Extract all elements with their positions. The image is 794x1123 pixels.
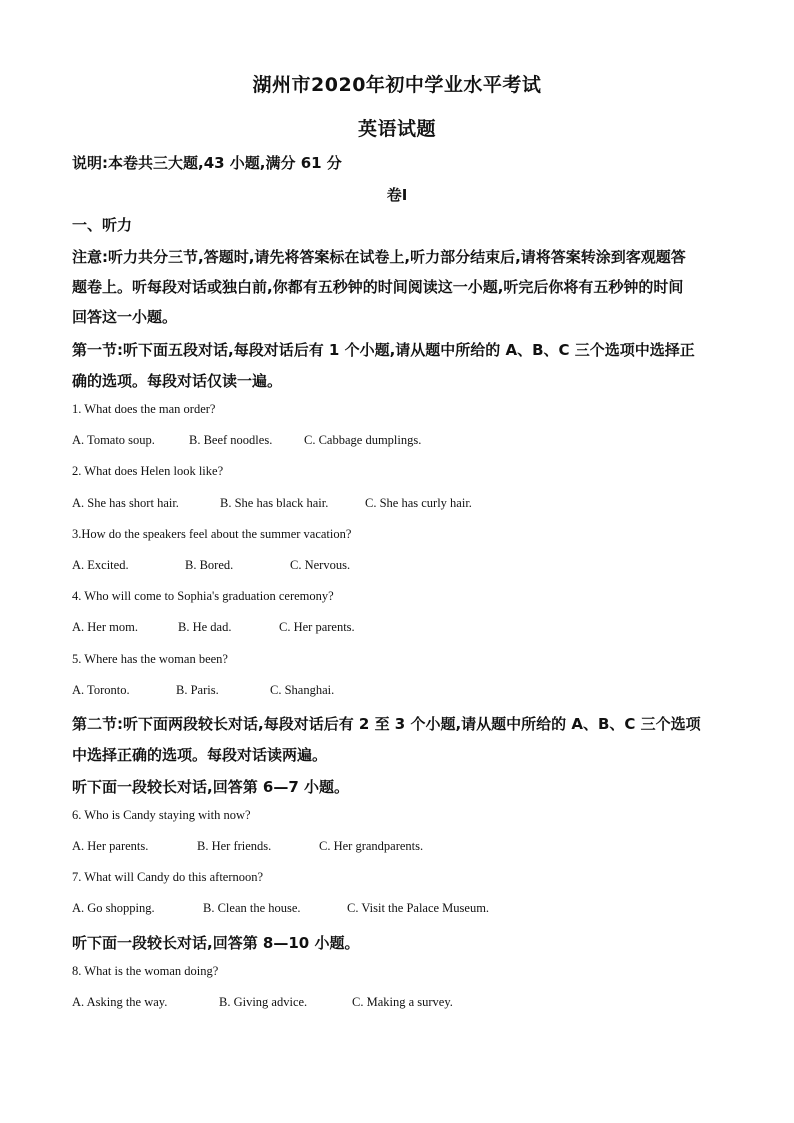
option-a: A. Tomato soup. — [72, 433, 155, 447]
option-c: C. She has curly hair. — [365, 496, 472, 510]
option-a: A. Toronto. — [72, 683, 130, 697]
option-a: A. Asking the way. — [72, 995, 168, 1009]
question-6-options — [72, 839, 724, 854]
part1-instruction-line-1: 第一节:听下面五段对话,每段对话后有 1 个小题,请从题中所给的 A、B、C 三个选项中选择正 — [72, 341, 695, 359]
option-b: B. Clean the house. — [203, 901, 301, 915]
question-5-options — [72, 683, 724, 698]
option-b: B. She has black hair. — [220, 496, 329, 510]
notice-line-2: 题卷上。听每段对话或独白前,你都有五秒钟的时间阅读这一小题,听完后你将有五秒钟的时间 — [72, 278, 684, 296]
option-a: A. Go shopping. — [72, 901, 155, 915]
question-5: 5. Where has the woman been? — [72, 652, 228, 666]
option-c: C. Making a survey. — [352, 995, 453, 1009]
exam-subtitle: 英语试题 — [357, 118, 436, 140]
dialog-1-intro: 听下面一段较长对话,回答第 6—7 小题。 — [72, 778, 350, 796]
question-7: 7. What will Candy do this afternoon? — [72, 870, 264, 884]
option-c: C. Nervous. — [290, 558, 351, 572]
section-heading-listening: 一、听力 — [72, 216, 133, 234]
option-c: C. Cabbage dumplings. — [304, 433, 422, 447]
question-3-options — [72, 558, 724, 573]
question-6: 6. Who is Candy staying with now? — [72, 808, 251, 822]
question-4-options — [72, 620, 724, 635]
question-2: 2. What does Helen look like? — [72, 464, 224, 478]
question-2-options — [72, 496, 724, 511]
instructions: 说明:本卷共三大题,43 小题,满分 61 分 — [72, 154, 342, 172]
question-3: 3.How do the speakers feel about the summer vacation? — [72, 527, 352, 541]
option-a: A. Excited. — [72, 558, 129, 572]
option-b: B. Beef noodles. — [189, 433, 273, 447]
option-a: A. She has short hair. — [72, 496, 179, 510]
question-8-options — [72, 995, 724, 1010]
option-b: B. He dad. — [178, 620, 232, 634]
question-7-options — [72, 901, 724, 916]
notice-line-1: 注意:听力共分三节,答题时,请先将答案标在试卷上,听力部分结束后,请将答案转涂到客观题答 — [72, 248, 686, 266]
option-a: A. Her mom. — [72, 620, 138, 634]
part2-instruction-line-2: 中选择正确的选项。每段对话读两遍。 — [72, 746, 328, 764]
exam-title: 湖州市2020年初中学业水平考试 — [252, 74, 542, 96]
option-c: C. Visit the Palace Museum. — [347, 901, 490, 915]
option-c: C. Her grandparents. — [319, 839, 424, 853]
option-c: C. Her parents. — [279, 620, 355, 634]
notice-line-3: 回答这一小题。 — [72, 308, 178, 326]
question-1-options — [72, 433, 724, 448]
part1-instruction-line-2: 确的选项。每段对话仅读一遍。 — [72, 372, 283, 390]
question-8: 8. What is the woman doing? — [72, 964, 219, 978]
part2-instruction-line-1: 第二节:听下面两段较长对话,每段对话后有 2 至 3 个小题,请从题中所给的 A、B、C 三个选项 — [72, 715, 701, 733]
question-1: 1. What does the man order? — [72, 402, 216, 416]
volume-label: 卷I — [386, 186, 408, 204]
option-c: C. Shanghai. — [270, 683, 335, 697]
option-b: B. Her friends. — [197, 839, 272, 853]
dialog-2-intro: 听下面一段较长对话,回答第 8—10 小题。 — [72, 934, 360, 952]
option-b: B. Paris. — [176, 683, 219, 697]
question-4: 4. Who will come to Sophia's graduation ceremony? — [72, 589, 334, 603]
option-b: B. Giving advice. — [219, 995, 308, 1009]
option-a: A. Her parents. — [72, 839, 149, 853]
option-b: B. Bored. — [185, 558, 234, 572]
